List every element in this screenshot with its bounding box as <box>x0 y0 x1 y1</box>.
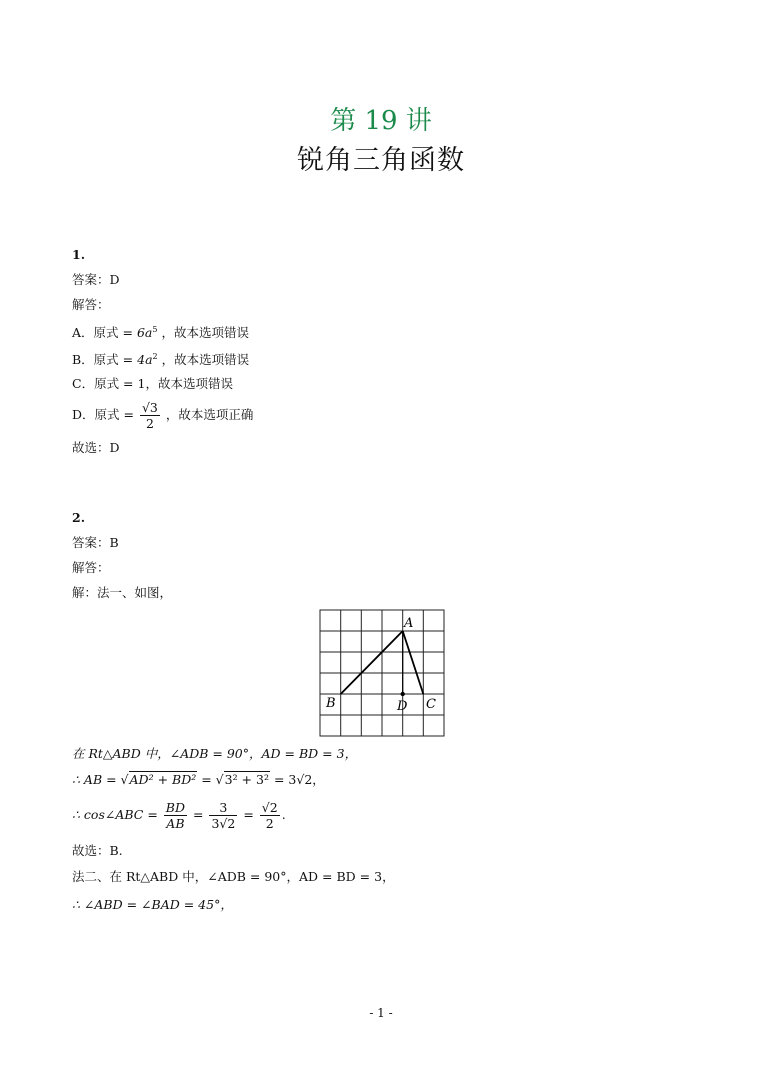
lesson-number: 第 19 讲 <box>330 106 432 136</box>
line-2-radicand-1: AD² + BD² <box>129 772 197 787</box>
question-1-option-d <box>72 400 253 431</box>
option-b-prefix: B．原式 <box>72 352 119 367</box>
option-a-exponent: 5 <box>152 325 158 334</box>
label-a: A <box>404 616 414 631</box>
question-2-method-2: 法二、在 Rt△ABD 中，∠ADB = 90°，AD = BD = 3， <box>72 869 395 884</box>
page-title: 锐角三角函数 <box>297 145 465 176</box>
fraction-1-numerator: BD <box>165 800 186 815</box>
line-2-prefix: ∴ AB = √ <box>72 772 129 787</box>
fraction-1-denominator: AB <box>166 816 185 831</box>
line-2-radicand-2: 3² + 3² <box>224 772 269 787</box>
option-a-expression: = 6a <box>122 325 153 340</box>
question-1-answer: 答案：D <box>72 272 120 287</box>
option-d-prefix: D．原式 = <box>72 407 134 422</box>
line-3-equals-2: = <box>243 807 254 822</box>
question-2-choice: 故选：B. <box>72 843 123 858</box>
label-c: C <box>426 697 436 712</box>
question-2-line-4: ∴ ∠ABD = ∠BAD = 45°， <box>72 897 233 912</box>
label-b: B <box>326 696 336 711</box>
triangle-grid-figure <box>319 609 447 739</box>
question-2-line-3 <box>72 800 286 831</box>
line-3-prefix: ∴ cos∠ABC = <box>72 807 158 822</box>
fraction-2-denominator: 3√2 <box>211 816 236 831</box>
option-b-expression: = 4a <box>122 352 153 367</box>
question-2-line-2 <box>72 772 325 788</box>
question-1-option-b <box>72 349 249 368</box>
fraction-3-denominator: 2 <box>265 816 274 831</box>
question-2-answer: 答案：B <box>72 535 119 550</box>
option-d-suffix: ，故本选项正确 <box>165 407 254 422</box>
label-d: D <box>397 699 408 714</box>
option-d-numerator: √3 <box>141 400 158 415</box>
option-a-prefix: A．原式 <box>72 325 119 340</box>
question-2-method-1: 解：法一、如图， <box>72 585 173 600</box>
line-3-end: . <box>281 807 286 822</box>
question-2-number: 2. <box>72 510 86 525</box>
fraction-2-numerator: 3 <box>209 800 237 816</box>
question-1-number: 1. <box>72 247 86 262</box>
line-3-fraction-2 <box>209 800 237 831</box>
option-d-fraction <box>140 400 160 431</box>
line-2-middle: = √ <box>197 772 224 787</box>
question-1-solution-label: 解答： <box>72 297 110 312</box>
line-3-fraction-1 <box>164 800 187 831</box>
option-b-exponent: 2 <box>152 352 158 361</box>
point-d <box>401 692 405 696</box>
question-2-line-1: 在 Rt△ABD 中，∠ADB = 90°，AD = BD = 3， <box>72 746 358 761</box>
line-3-fraction-3 <box>260 800 280 831</box>
line-2-result: = 3√2， <box>269 772 325 787</box>
question-1-choice: 故选：D <box>72 440 120 455</box>
fraction-3-numerator: √2 <box>261 800 278 815</box>
option-d-denominator: 2 <box>145 416 154 431</box>
option-a-suffix: ，故本选项错误 <box>161 325 249 340</box>
page-number: - 1 - <box>369 1006 393 1020</box>
grid-lines <box>320 610 444 736</box>
question-1-option-a <box>72 322 249 341</box>
question-2-solution-label: 解答： <box>72 560 110 575</box>
line-3-equals-1: = <box>193 807 204 822</box>
option-b-suffix: ，故本选项错误 <box>161 352 250 367</box>
question-1-option-c: C．原式 = 1，故本选项错误 <box>72 376 233 391</box>
